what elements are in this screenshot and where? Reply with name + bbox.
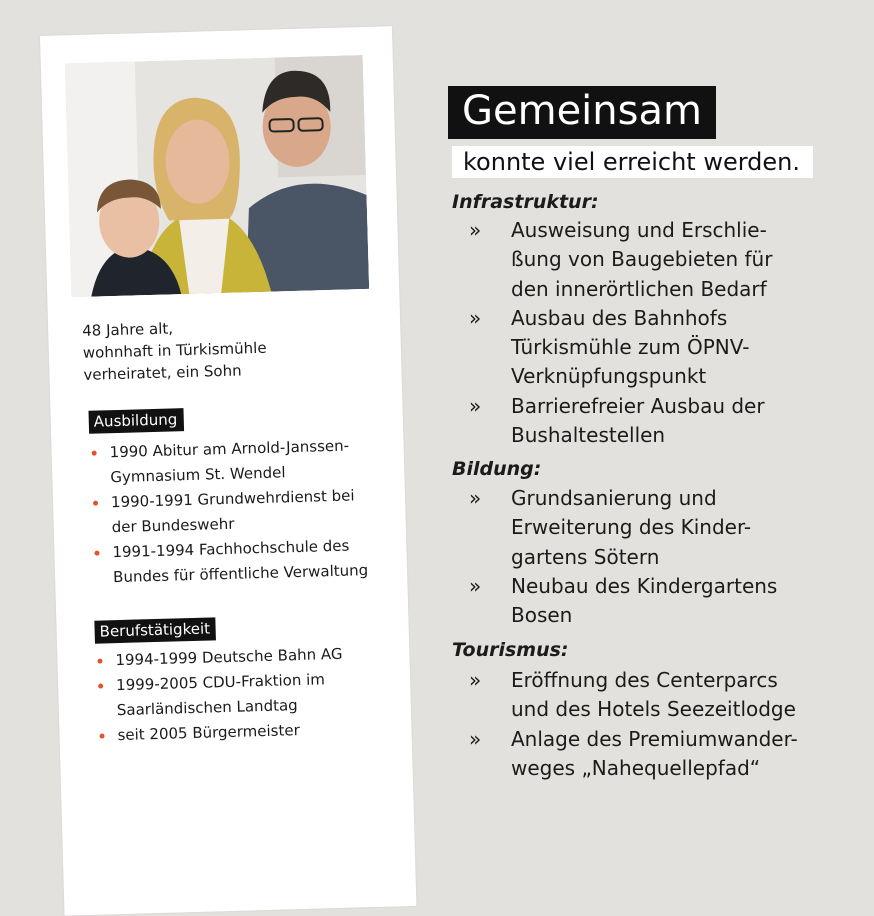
personal-line: 48 Jahre alt,	[82, 319, 174, 340]
bullet-dot-icon	[94, 551, 99, 556]
list-item	[466, 666, 831, 725]
guillemet-icon: »	[469, 573, 482, 598]
career-list	[93, 640, 408, 749]
list-item-text: Anlage des Premiumwander-	[511, 726, 798, 751]
list-item-text: ßung von Baugebieten für	[511, 247, 773, 272]
list-item-text: Erweiterung des Kinder-	[511, 515, 752, 540]
guillemet-icon: »	[469, 668, 482, 692]
category-title-bildung: Bildung:	[452, 458, 542, 480]
bullet-dot-icon	[93, 501, 98, 506]
subheadline: konnte viel erreicht werden.	[452, 146, 813, 178]
bullet-dot-icon	[92, 451, 97, 456]
family-photo	[65, 55, 369, 297]
headline: Gemeinsam	[448, 86, 716, 139]
list-item-text: 1990 Abitur am Arnold-Janssen-	[109, 436, 350, 462]
list-item-text: Verknüpfungspunkt	[511, 364, 707, 389]
list-item-text: 1999-2005 CDU-Fraktion im	[115, 670, 326, 695]
list-item-text: und des Hotels Seezeitlodge	[511, 697, 796, 722]
list-item-text: Eröffnung des Centerparcs	[511, 668, 778, 692]
guillemet-icon: »	[469, 218, 482, 242]
personal-line: wohnhaft in Türkismühle	[82, 338, 267, 362]
list-item-text: 1994-1999 Deutsche Bahn AG	[115, 644, 343, 670]
category-title-infrastruktur: Infrastruktur:	[452, 191, 599, 213]
list-item-text: Ausweisung und Erschlie-	[511, 218, 767, 242]
bildung-list	[466, 484, 831, 630]
family-photo-illustration	[65, 55, 369, 297]
infrastruktur-list	[466, 216, 831, 450]
bullet-dot-icon	[97, 659, 102, 664]
list-item	[94, 665, 407, 724]
list-item-text: weges „Nahequellepfad“	[511, 755, 761, 780]
list-item-text: Gymnasium St. Wendel	[110, 463, 286, 487]
list-item-text: Bushaltestellen	[511, 423, 666, 448]
list-item-text: Bundes für öffentliche Verwaltung	[112, 561, 369, 587]
tourismus-list	[466, 666, 831, 783]
list-item-text: Bosen	[511, 603, 573, 628]
guillemet-icon: »	[469, 305, 482, 330]
education-list	[87, 432, 403, 591]
list-item-text: Grundsanierung und	[511, 486, 717, 510]
list-item	[466, 572, 831, 631]
list-item-text: Barrierefreier Ausbau der	[511, 393, 765, 418]
list-item-text: gartens Sötern	[511, 544, 660, 569]
guillemet-icon: »	[469, 726, 482, 751]
list-item	[466, 216, 831, 304]
list-item	[466, 304, 831, 392]
list-item-text: Saarländischen Landtag	[116, 696, 298, 720]
bullet-dot-icon	[98, 683, 103, 688]
list-item	[466, 725, 831, 784]
list-item-text: 1990-1991 Grundwehrdienst bei	[110, 486, 355, 512]
profile-card	[40, 26, 416, 915]
list-item-text: Neubau des Kindergartens	[511, 573, 778, 598]
guillemet-icon: »	[469, 486, 482, 510]
education-label: Ausbildung	[88, 408, 183, 434]
list-item	[89, 482, 402, 541]
list-item-text: der Bundeswehr	[111, 514, 235, 537]
list-item-text: seit 2005 Bürgermeister	[117, 721, 300, 745]
list-item-text: Ausbau des Bahnhofs	[511, 305, 728, 330]
list-item-text: Türkismühle zum ÖPNV-	[511, 335, 750, 360]
bullet-dot-icon	[100, 733, 105, 738]
list-item-text: 1991-1994 Fachhochschule des	[112, 536, 350, 562]
personal-line: verheiratet, ein Sohn	[83, 361, 242, 384]
category-title-tourismus: Tourismus:	[452, 639, 569, 661]
list-item-text: den innerörtlichen Bedarf	[511, 276, 767, 301]
personal-info	[82, 315, 268, 386]
list-item	[90, 532, 403, 591]
list-item	[466, 484, 831, 572]
list-item	[466, 392, 831, 451]
list-item	[87, 432, 400, 491]
guillemet-icon: »	[469, 393, 482, 418]
career-label: Berufstätigkeit	[94, 617, 216, 643]
